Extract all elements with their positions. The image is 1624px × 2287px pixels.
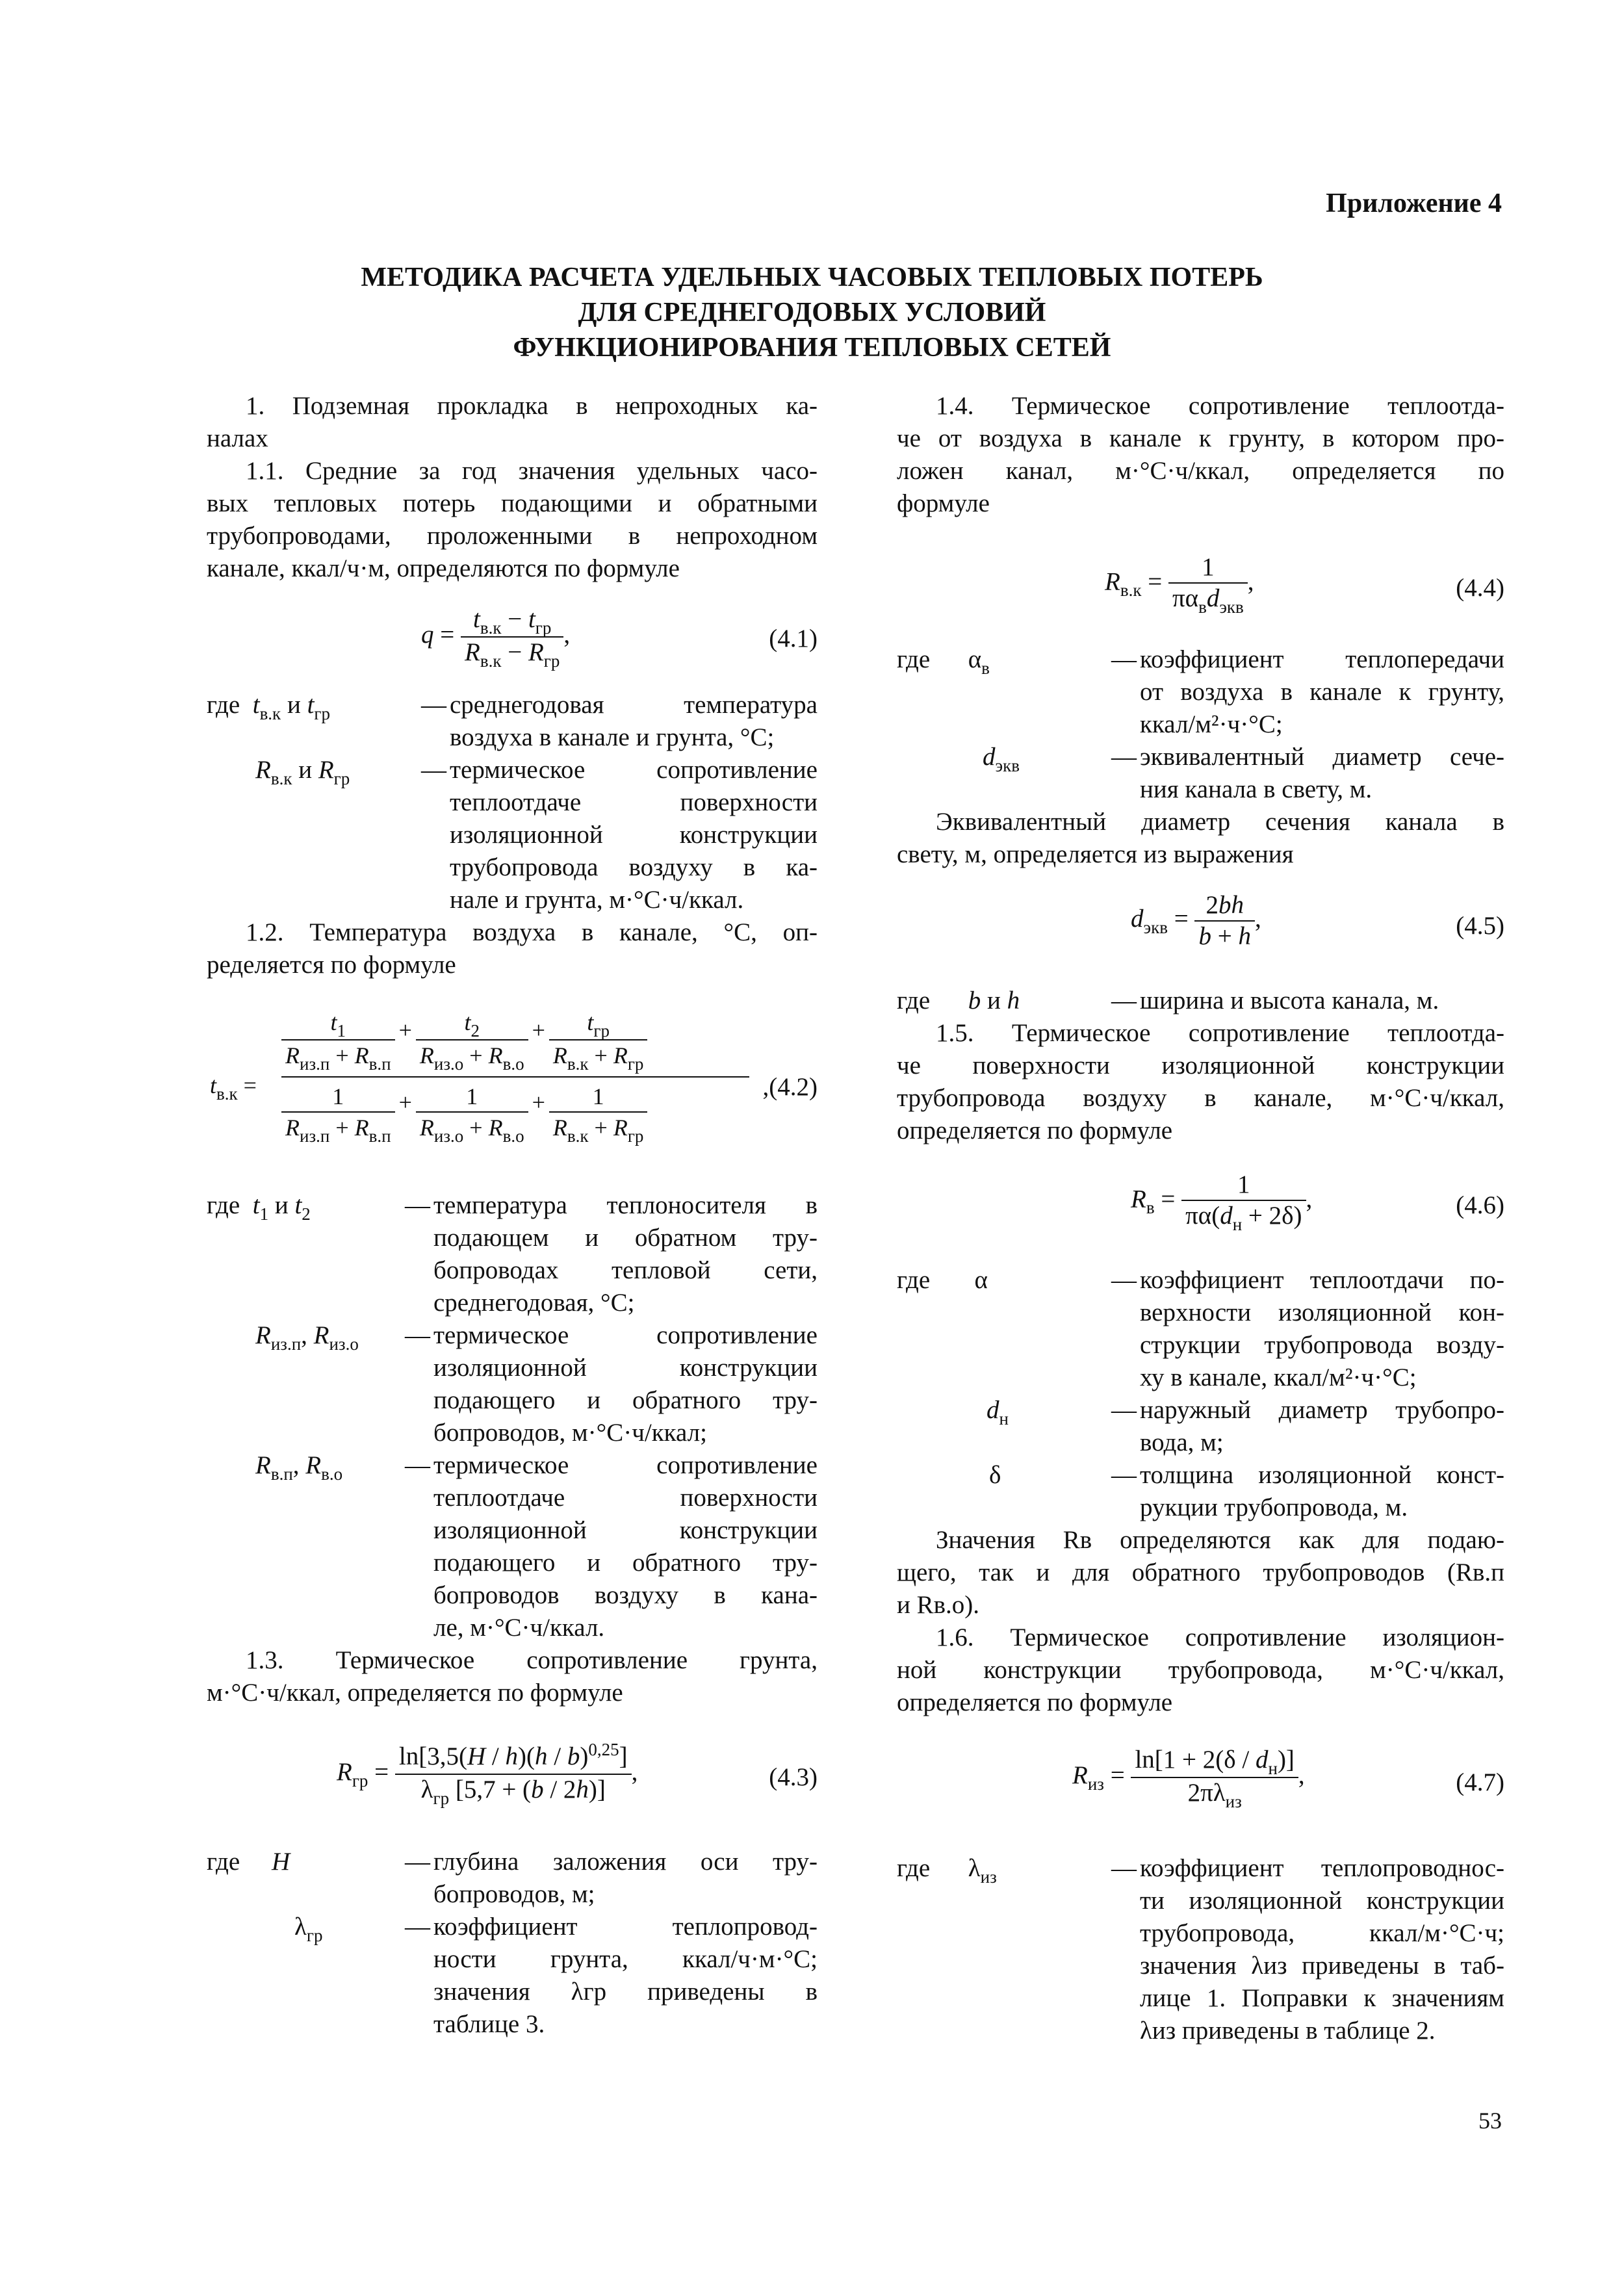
rv-values-line: щего, так и для обратного трубопроводов (Rв.п [897, 1558, 1504, 1586]
where-block-4-7 [897, 1852, 1504, 2047]
where-symbol: где $t_{в.к}$ и $t_{гр}$ [207, 691, 330, 723]
where-description: толщина изоляционной конст- рукции трубопровода, м. [1140, 1461, 1504, 1521]
formula-number: (4.7) [1456, 1768, 1504, 1796]
where-symbol: где α [897, 1266, 988, 1294]
appendix-label: Приложение 4 [1326, 188, 1502, 218]
dash: — [405, 1451, 430, 1479]
formula-number: (4.3) [769, 1763, 818, 1791]
where-description: наружный диаметр трубопро- вода, м; [1140, 1396, 1504, 1456]
where-description: термическое сопротивление теплоотдаче поверхности изоляционной конструкции подающего и обратного тру- бопроводов воздуху в кана- ле, м·°С·ч/ккал. [433, 1451, 818, 1642]
formula-4-7-body: $R_{из}$ = $\frac{\ln[1 + 2(\delta / d_н)]}{2\pi\lambda_{из}}$ , [1072, 1746, 1305, 1811]
where-symbol: $d_н$ [986, 1396, 1009, 1428]
section-1-2-line: ределяется по формуле [207, 951, 456, 979]
rv-values-line: Значения Rв определяются как для подаю- [936, 1526, 1504, 1554]
section-1-6-line: определяется по формуле [897, 1688, 1173, 1716]
where-symbol: где $t_1$ и $t_2$ [207, 1191, 311, 1224]
formula-4-2: $t_{в.к}$ = $\frac{t_1}{R_{из.п} + R_{в.п}}$ + $\frac{t_2}{R_{из.о} + R_{в.о}}$ + $\frac{t_{гр}}{R_{в.к} + R_{гр}}$ $\frac{1}{R_{из.п} + R_{в.п}}$ + $\frac{1}{R_{из.о} + R_{в.о}}$ + $\frac{1}{R_{в.к} + R_{гр}}$ ,(4.2) [207, 1007, 818, 1163]
section-1-4-line: ложен канал, м·°С·ч/ккал, определяется по [897, 457, 1504, 485]
equivalent-diameter-line: Эквивалентный диаметр сечения канала в [936, 808, 1504, 836]
where-block-4-6 [897, 1264, 1504, 1524]
where-symbol: где b и h [897, 987, 1020, 1014]
where-description: ширина и высота канала, м. [1140, 987, 1439, 1014]
where-description: коэффициент теплопередачи от воздуха в канале к грунту, ккал/м²·ч·°С; [1140, 645, 1504, 738]
formula-4-1 [207, 598, 818, 679]
section-1-4-line: формуле [897, 489, 990, 517]
where-description: коэффициент теплопроводнос- ти изоляционной конструкции трубопровода, ккал/м·°С·ч; значения λиз приведены в таб- лице 1. Поправки к значениям λиз приведены в таблице 2. [1140, 1854, 1504, 2045]
title-line-1: МЕТОДИКА РАСЧЕТА УДЕЛЬНЫХ ЧАСОВЫХ ТЕПЛОВЫХ ПОТЕРЬ [361, 263, 1263, 292]
where-symbol: где H [207, 1848, 290, 1876]
left-column [207, 390, 818, 2041]
formula-number: ,(4.2) [762, 1073, 818, 1101]
section-1-4-line: че от воздуха в канале к грунту, в котором про- [897, 424, 1504, 452]
dash: — [1111, 743, 1137, 771]
title-line-3: ФУНКЦИОНИРОВАНИЯ ТЕПЛОВЫХ СЕТЕЙ [513, 333, 1111, 363]
dash: — [405, 1321, 430, 1349]
where-description: среднегодовая температура воздуха в канале и грунта, °С; [450, 691, 818, 751]
section-1-1-line: трубопроводами, проложенными в непроходном [207, 522, 818, 550]
formula-4-6-body: $R_в$ = $\frac{1}{\pi\alpha(d_н + 2\delta)}$ , [1131, 1170, 1313, 1234]
section-1-3-line: м·°С·ч/ккал, определяется по формуле [207, 1679, 623, 1707]
formula-number: (4.4) [1456, 574, 1504, 602]
where-symbol: $\lambda_{гр}$ [294, 1913, 323, 1945]
section-1-5-line: 1.5. Термическое сопротивление теплоотда- [936, 1019, 1504, 1047]
formula-number: (4.6) [1456, 1191, 1504, 1219]
section-1-4-line: 1.4. Термическое сопротивление теплоотда- [936, 392, 1504, 420]
where-block-4-3 [207, 1846, 818, 2041]
where-description: коэффициент теплоотдачи по- верхности изоляционной кон- струкции трубопровода возду- ху в канале, ккал/м²·ч·°С; [1140, 1266, 1504, 1391]
where-symbol: где $\alpha_в$ [897, 645, 990, 678]
section-1-6-line: 1.6. Термическое сопротивление изоляцион- [936, 1623, 1504, 1651]
dash: — [405, 1913, 430, 1941]
dash: — [1111, 645, 1137, 673]
formula-4-4-body: $R_{в.к}$ = $\frac{1}{\pi\alpha_вd_{экв}}$ , [1105, 553, 1254, 617]
formula-4-3-body: $R_{гр}$ = $\frac{\ln[3,5(H / h)(h / b)^{0,25}]}{\lambda_{гр} [5,7 + (b / 2h)]}$ , [337, 1740, 638, 1808]
where-symbol: $R_{в.п}$, $R_{в.о}$ [255, 1451, 343, 1484]
dash: — [1111, 1461, 1137, 1489]
section-1-1-line: 1.1. Средние за год значения удельных часо- [246, 457, 818, 485]
right-column [897, 390, 1504, 2047]
formula-4-1-body: q = $\frac{t_{в.к} - t_{гр}}{R_{в.к} - R_{гр}}$ , [421, 605, 571, 671]
formula-4-5-body: $d_{экв}$ = $\frac{2bh}{b + h}$ , [1131, 891, 1261, 950]
section-1-line: 1. Подземная прокладка в непроходных ка- [246, 392, 818, 420]
where-symbol: $R_{из.п}$, $R_{из.о}$ [255, 1321, 359, 1354]
where-description: термическое сопротивление изоляционной конструкции подающего и обратного тру- бопроводов, м·°С·ч/ккал; [433, 1321, 818, 1447]
where-symbol: δ [989, 1461, 1001, 1489]
dash: — [1111, 1854, 1137, 1882]
dash: — [421, 756, 446, 784]
formula-4-5 [897, 887, 1504, 968]
where-symbol: где $\lambda_{из}$ [897, 1854, 997, 1887]
title-line-2: ДЛЯ СРЕДНЕГОДОВЫХ УСЛОВИЙ [578, 298, 1046, 328]
where-description: глубина заложения оси тру- бопроводов, м; [433, 1848, 818, 1908]
section-1-1-line: вых тепловых потерь подающими и обратными [207, 489, 818, 517]
where-description: коэффициент теплопровод- ности грунта, ккал/ч·м·°С; значения λгр приведены в таблице 3. [433, 1913, 818, 2038]
where-block-4-5 [897, 985, 1504, 1017]
formula-4-3 [207, 1735, 818, 1826]
section-1-2-line: 1.2. Температура воздуха в канале, °С, оп- [246, 918, 818, 946]
page-title [0, 260, 1624, 365]
dash: — [1111, 1396, 1137, 1424]
formula-4-6 [897, 1167, 1504, 1248]
dash: — [405, 1191, 430, 1219]
dash: — [405, 1848, 430, 1876]
section-1-5-line: трубопровода воздуху в канале, м·°С·ч/ккал, [897, 1084, 1504, 1112]
section-1-3-line: 1.3. Термическое сопротивление грунта, [246, 1646, 818, 1674]
section-1-5-line: че поверхности изоляционной конструкции [897, 1052, 1504, 1079]
where-description: эквивалентный диаметр сече- ния канала в свету, м. [1140, 743, 1504, 803]
where-symbol: $d_{экв}$ [983, 743, 1020, 775]
formula-number: (4.5) [1456, 912, 1504, 940]
where-block-4-4 [897, 643, 1504, 806]
formula-4-2-body: $\frac{t_1}{R_{из.п} + R_{в.п}}$ + $\frac{t_2}{R_{из.о} + R_{в.о}}$ + $\frac{t_{гр}}{R_{в.к} + R_{гр}}$ $\frac{1}{R_{из.п} + R_{в.п}}$ + $\frac{1}{R_{из.о} + R_{в.о}}$ + $\frac{1}{R_{в.к} + R_{гр}}$ [281, 1007, 749, 1144]
section-1-6-line: ной конструкции трубопровода, м·°С·ч/ккал, [897, 1656, 1504, 1684]
dash: — [1111, 1266, 1137, 1294]
where-description: термическое сопротивление теплоотдаче поверхности изоляционной конструкции трубопровода воздуху в ка- нале и грунта, м·°С·ч/ккал. [450, 756, 818, 914]
formula-4-4 [897, 546, 1504, 634]
where-block-4-2 [207, 1189, 818, 1644]
formula-4-7 [897, 1742, 1504, 1829]
section-1-line: налах [207, 424, 268, 452]
rv-values-line: и Rв.о). [897, 1591, 980, 1619]
section-1-5-line: определяется по формуле [897, 1117, 1173, 1144]
equivalent-diameter-line: свету, м, определяется из выражения [897, 840, 1294, 868]
where-block-4-1 [207, 689, 818, 916]
section-1-1-line: канале, ккал/ч·м, определяются по формуле [207, 554, 680, 582]
where-description: температура теплоносителя в подающем и обратном тру- бопроводах тепловой сети, среднегодовая, °С; [433, 1191, 818, 1317]
where-symbol: $R_{в.к}$ и $R_{гр}$ [255, 756, 350, 788]
formula-number: (4.1) [769, 625, 818, 653]
page-number: 53 [1478, 2108, 1502, 2134]
dash: — [421, 691, 446, 719]
dash: — [1111, 987, 1137, 1014]
